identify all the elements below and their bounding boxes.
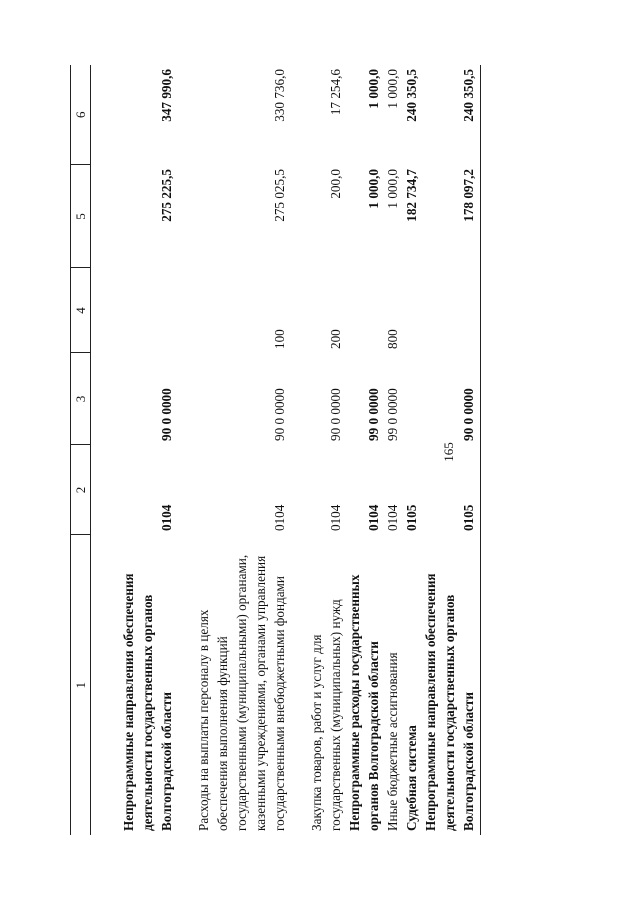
- row-name: Судебная система: [404, 725, 419, 831]
- row-expense-type: 800: [385, 329, 400, 349]
- header-col-3: 3: [71, 353, 91, 445]
- row-name: Непрограммные направления обеспечения деятельности государственных органов Волгоградской области: [421, 535, 481, 835]
- row-code: 0104: [328, 504, 343, 531]
- row-target-article: 90 0 0000: [421, 353, 481, 445]
- page-number: 165: [441, 442, 456, 462]
- row-target-article: 99 0 0000: [366, 388, 381, 441]
- table-row: [383, 65, 402, 835]
- header-col-2: 2: [71, 445, 91, 535]
- row-name: Непрограммные направления обеспечения деятельности государственных органов Волгоградской области: [121, 573, 174, 831]
- table-body: [91, 65, 481, 835]
- header-col-4: 4: [71, 268, 91, 353]
- row-expense-type: [345, 268, 383, 353]
- budget-table: [70, 65, 481, 835]
- row-sum-col6: 240 350,5: [404, 69, 419, 122]
- row-name: Непрограммные расходы государственных органов Волгоградской области: [347, 574, 381, 831]
- row-code: 0105: [421, 445, 481, 535]
- row-sum-col5: 1 000,0: [385, 169, 400, 209]
- row-code: 0104: [385, 504, 400, 531]
- table-row: [91, 65, 177, 835]
- row-expense-type: [402, 268, 421, 353]
- row-sum-col5: 182 734,7: [404, 169, 419, 222]
- row-sum-col6: 1 000,0: [385, 69, 400, 109]
- table-row: [421, 65, 481, 835]
- rotated-table-container: [70, 65, 610, 835]
- row-expense-type: 100: [272, 329, 287, 349]
- row-name: Расходы на выплаты персоналу в целях обеспечения выполнения функций государственными (муниципальными) органами, казенными учреждениями, органами управления государственными внебюджетными фондами: [196, 554, 287, 831]
- row-sum-col6: 1 000,0: [366, 69, 381, 109]
- header-col-1: 1: [71, 535, 91, 835]
- table-row: [345, 65, 383, 835]
- row-expense-type: [91, 268, 177, 353]
- row-target-article: 90 0 0000: [272, 388, 287, 441]
- row-expense-type: [421, 268, 481, 353]
- row-target-article: 99 0 0000: [385, 388, 400, 441]
- row-name: Иные бюджетные ассигнования: [385, 652, 400, 831]
- row-target-article: 90 0 0000: [328, 388, 343, 441]
- header-col-5: 5: [71, 165, 91, 268]
- table-row: [289, 65, 345, 835]
- row-sum-col6: 347 990,6: [159, 69, 174, 122]
- row-code: 0105: [404, 504, 419, 531]
- row-sum-col5: 275 225,5: [159, 169, 174, 222]
- row-sum-col6: 330 736,0: [272, 69, 287, 122]
- row-code: 0104: [366, 504, 381, 531]
- row-target-article: 90 0 0000: [159, 388, 174, 441]
- row-sum-col6: 17 254,6: [328, 69, 343, 116]
- row-sum-col5: 178 097,2: [421, 165, 481, 268]
- table-row: [176, 65, 289, 835]
- row-sum-col5: 200,0: [328, 169, 343, 199]
- table-header: [71, 65, 91, 835]
- row-code: 0104: [159, 504, 174, 531]
- row-sum-col5: 1 000,0: [366, 169, 381, 209]
- row-sum-col6: 240 350,5: [421, 65, 481, 165]
- header-col-6: 6: [71, 65, 91, 165]
- row-expense-type: 200: [328, 329, 343, 349]
- row-sum-col5: 275 025,5: [272, 169, 287, 222]
- row-code: 0104: [272, 504, 287, 531]
- row-name: Закупка товаров, работ и услуг для государственных (муниципальных) нужд: [309, 599, 343, 831]
- row-target-article: [402, 353, 421, 445]
- table-row: [402, 65, 421, 835]
